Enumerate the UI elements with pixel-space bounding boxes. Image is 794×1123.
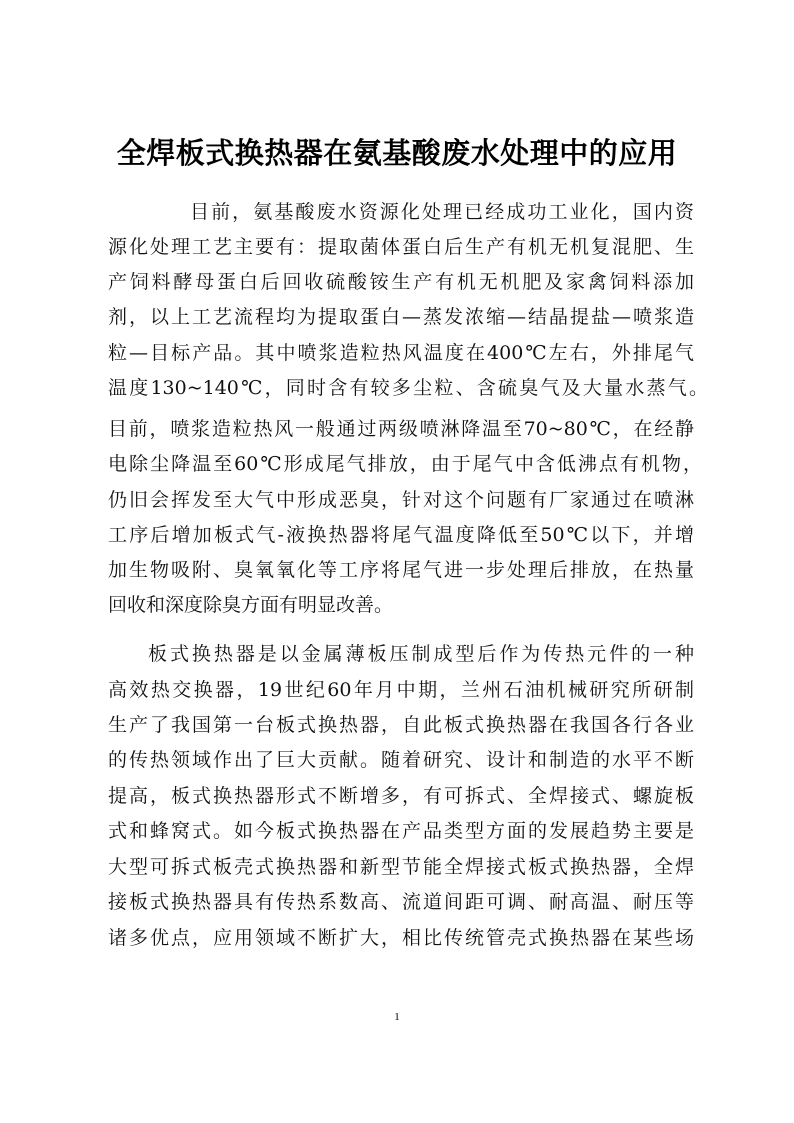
text-line: 产饲料酵母蛋白后回收硫酸铵生产有机无机肥及家禽饲料添加 [108, 271, 694, 293]
text-line: 生产了我国第一台板式换热器，自此板式换热器在我国各行各业 [108, 714, 694, 736]
text-line: 诸多优点，应用领域不断扩大，相比传统管壳式换热器在某些场 [108, 927, 694, 949]
text-line: 回收和深度除臭方面有明显改善。 [108, 594, 394, 616]
text-line: 电除尘降温至60℃形成尾气排放，由于尾气中含低沸点有机物， [108, 453, 702, 475]
page-number: 1 [394, 1011, 400, 1023]
text-line: 目前，氨基酸废水资源化处理已经成功工业化，国内资 [190, 201, 694, 223]
text-line: 提高，板式换热器形式不断增多，有可拆式、全焊接式、螺旋板 [108, 785, 694, 807]
text-line: 接板式换热器具有传热系数高、流道间距可调、耐高温、耐压等 [108, 891, 694, 913]
text-line: 大型可拆式板壳式换热器和新型节能全焊接式板式换热器，全焊 [108, 856, 694, 878]
text-line: 的传热领域作出了巨大贡献。随着研究、设计和制造的水平不断 [108, 749, 694, 771]
page-title: 全焊板式换热器在氨基酸废水处理中的应用 [116, 136, 678, 170]
text-line: 剂，以上工艺流程均为提取蛋白—蒸发浓缩—结晶提盐—喷浆造 [108, 306, 694, 328]
text-line: 式和蜂窝式。如今板式换热器在产品类型方面的发展趋势主要是 [108, 820, 694, 842]
text-line: 目前，喷浆造粒热风一般通过两级喷淋降温至70~80℃，在经静 [108, 418, 694, 440]
text-line: 源化处理工艺主要有：提取菌体蛋白后生产有机无机复混肥、生 [108, 236, 694, 258]
text-line: 工序后增加板式气-液换热器将尾气温度降低至50℃以下，并增 [108, 524, 694, 546]
text-line: 温度130~140℃，同时含有较多尘粒、含硫臭气及大量水蒸气。 [108, 377, 708, 399]
text-line: 高效热交换器，19世纪60年月中期，兰州石油机械研究所研制 [108, 679, 694, 701]
text-line: 加生物吸附、臭氧氧化等工序将尾气进一步处理后排放，在热量 [108, 559, 694, 581]
text-line: 粒—目标产品。其中喷浆造粒热风温度在400℃左右，外排尾气 [108, 342, 694, 364]
text-line: 仍旧会挥发至大气中形成恶臭，针对这个问题有厂家通过在喷淋 [108, 489, 694, 511]
text-line: 板式换热器是以金属薄板压制成型后作为传热元件的一种 [148, 643, 694, 665]
